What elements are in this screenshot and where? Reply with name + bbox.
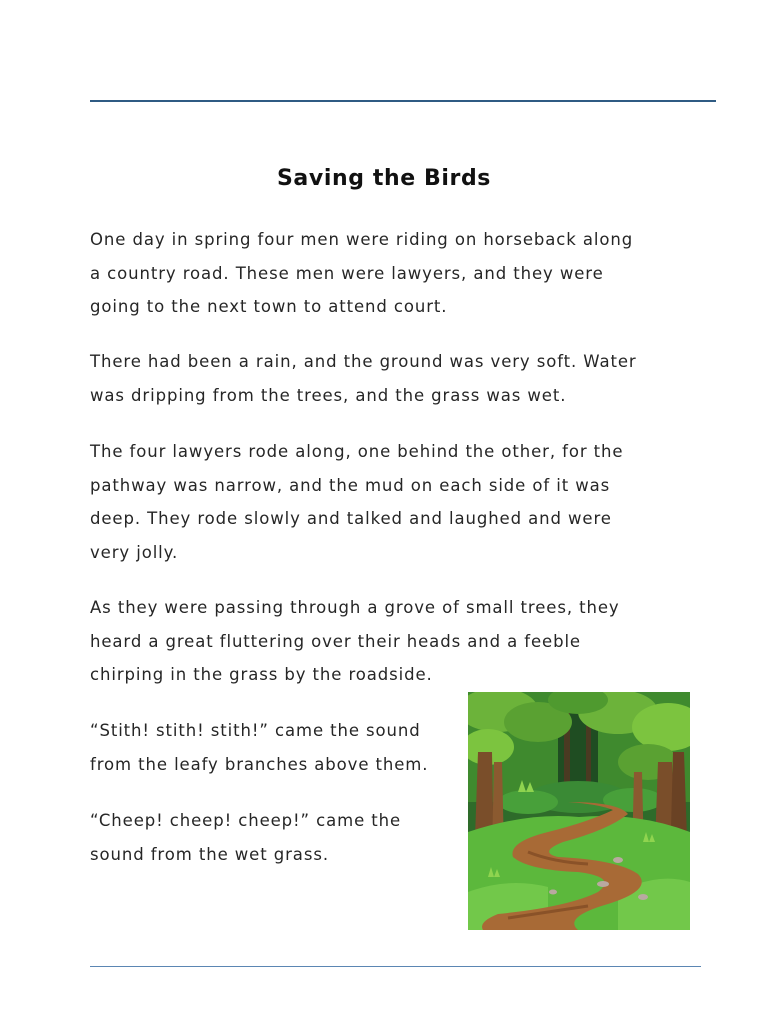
paragraph-line: “Stith! stith! stith!” came the sound bbox=[90, 721, 421, 740]
page-title: Saving the Birds bbox=[276, 166, 491, 191]
paragraph-line: very jolly. bbox=[90, 542, 179, 562]
paragraph-2 bbox=[90, 345, 680, 412]
paragraph-line: chirping in the grass by the roadside. bbox=[90, 665, 433, 684]
forest-path-illustration bbox=[468, 692, 690, 930]
paragraph-line: One day in spring four men were riding on horseback along bbox=[90, 230, 634, 249]
paragraph-line: There had been a rain, and the ground was very soft. Water bbox=[90, 352, 637, 371]
top-divider bbox=[90, 100, 716, 102]
paragraph-line: The four lawyers rode along, one behind the other, for the bbox=[90, 442, 624, 461]
paragraph-line: was dripping from the trees, and the grass was wet. bbox=[90, 385, 567, 405]
paragraph-line: going to the next town to attend court. bbox=[90, 297, 448, 316]
paragraph-line: from the leafy branches above them. bbox=[90, 754, 429, 774]
paragraph-3 bbox=[90, 435, 680, 569]
paragraph-4 bbox=[90, 591, 680, 692]
paragraph-line: sound from the wet grass. bbox=[90, 844, 329, 864]
paragraph-line: deep. They rode slowly and talked and laughed and were bbox=[90, 509, 612, 528]
paragraph-line: “Cheep! cheep! cheep!” came the bbox=[90, 811, 402, 830]
paragraph-line: heard a great fluttering over their heads and a feeble bbox=[90, 631, 581, 651]
paragraph-line: As they were passing through a grove of small trees, they bbox=[90, 598, 620, 617]
paragraph-5 bbox=[90, 714, 462, 781]
paragraph-line: a country road. These men were lawyers, and they were bbox=[90, 263, 604, 283]
paragraph-1 bbox=[90, 223, 680, 324]
paragraph-6 bbox=[90, 804, 462, 871]
bottom-divider bbox=[90, 966, 701, 967]
paragraph-line: pathway was narrow, and the mud on each side of it was bbox=[90, 475, 611, 495]
